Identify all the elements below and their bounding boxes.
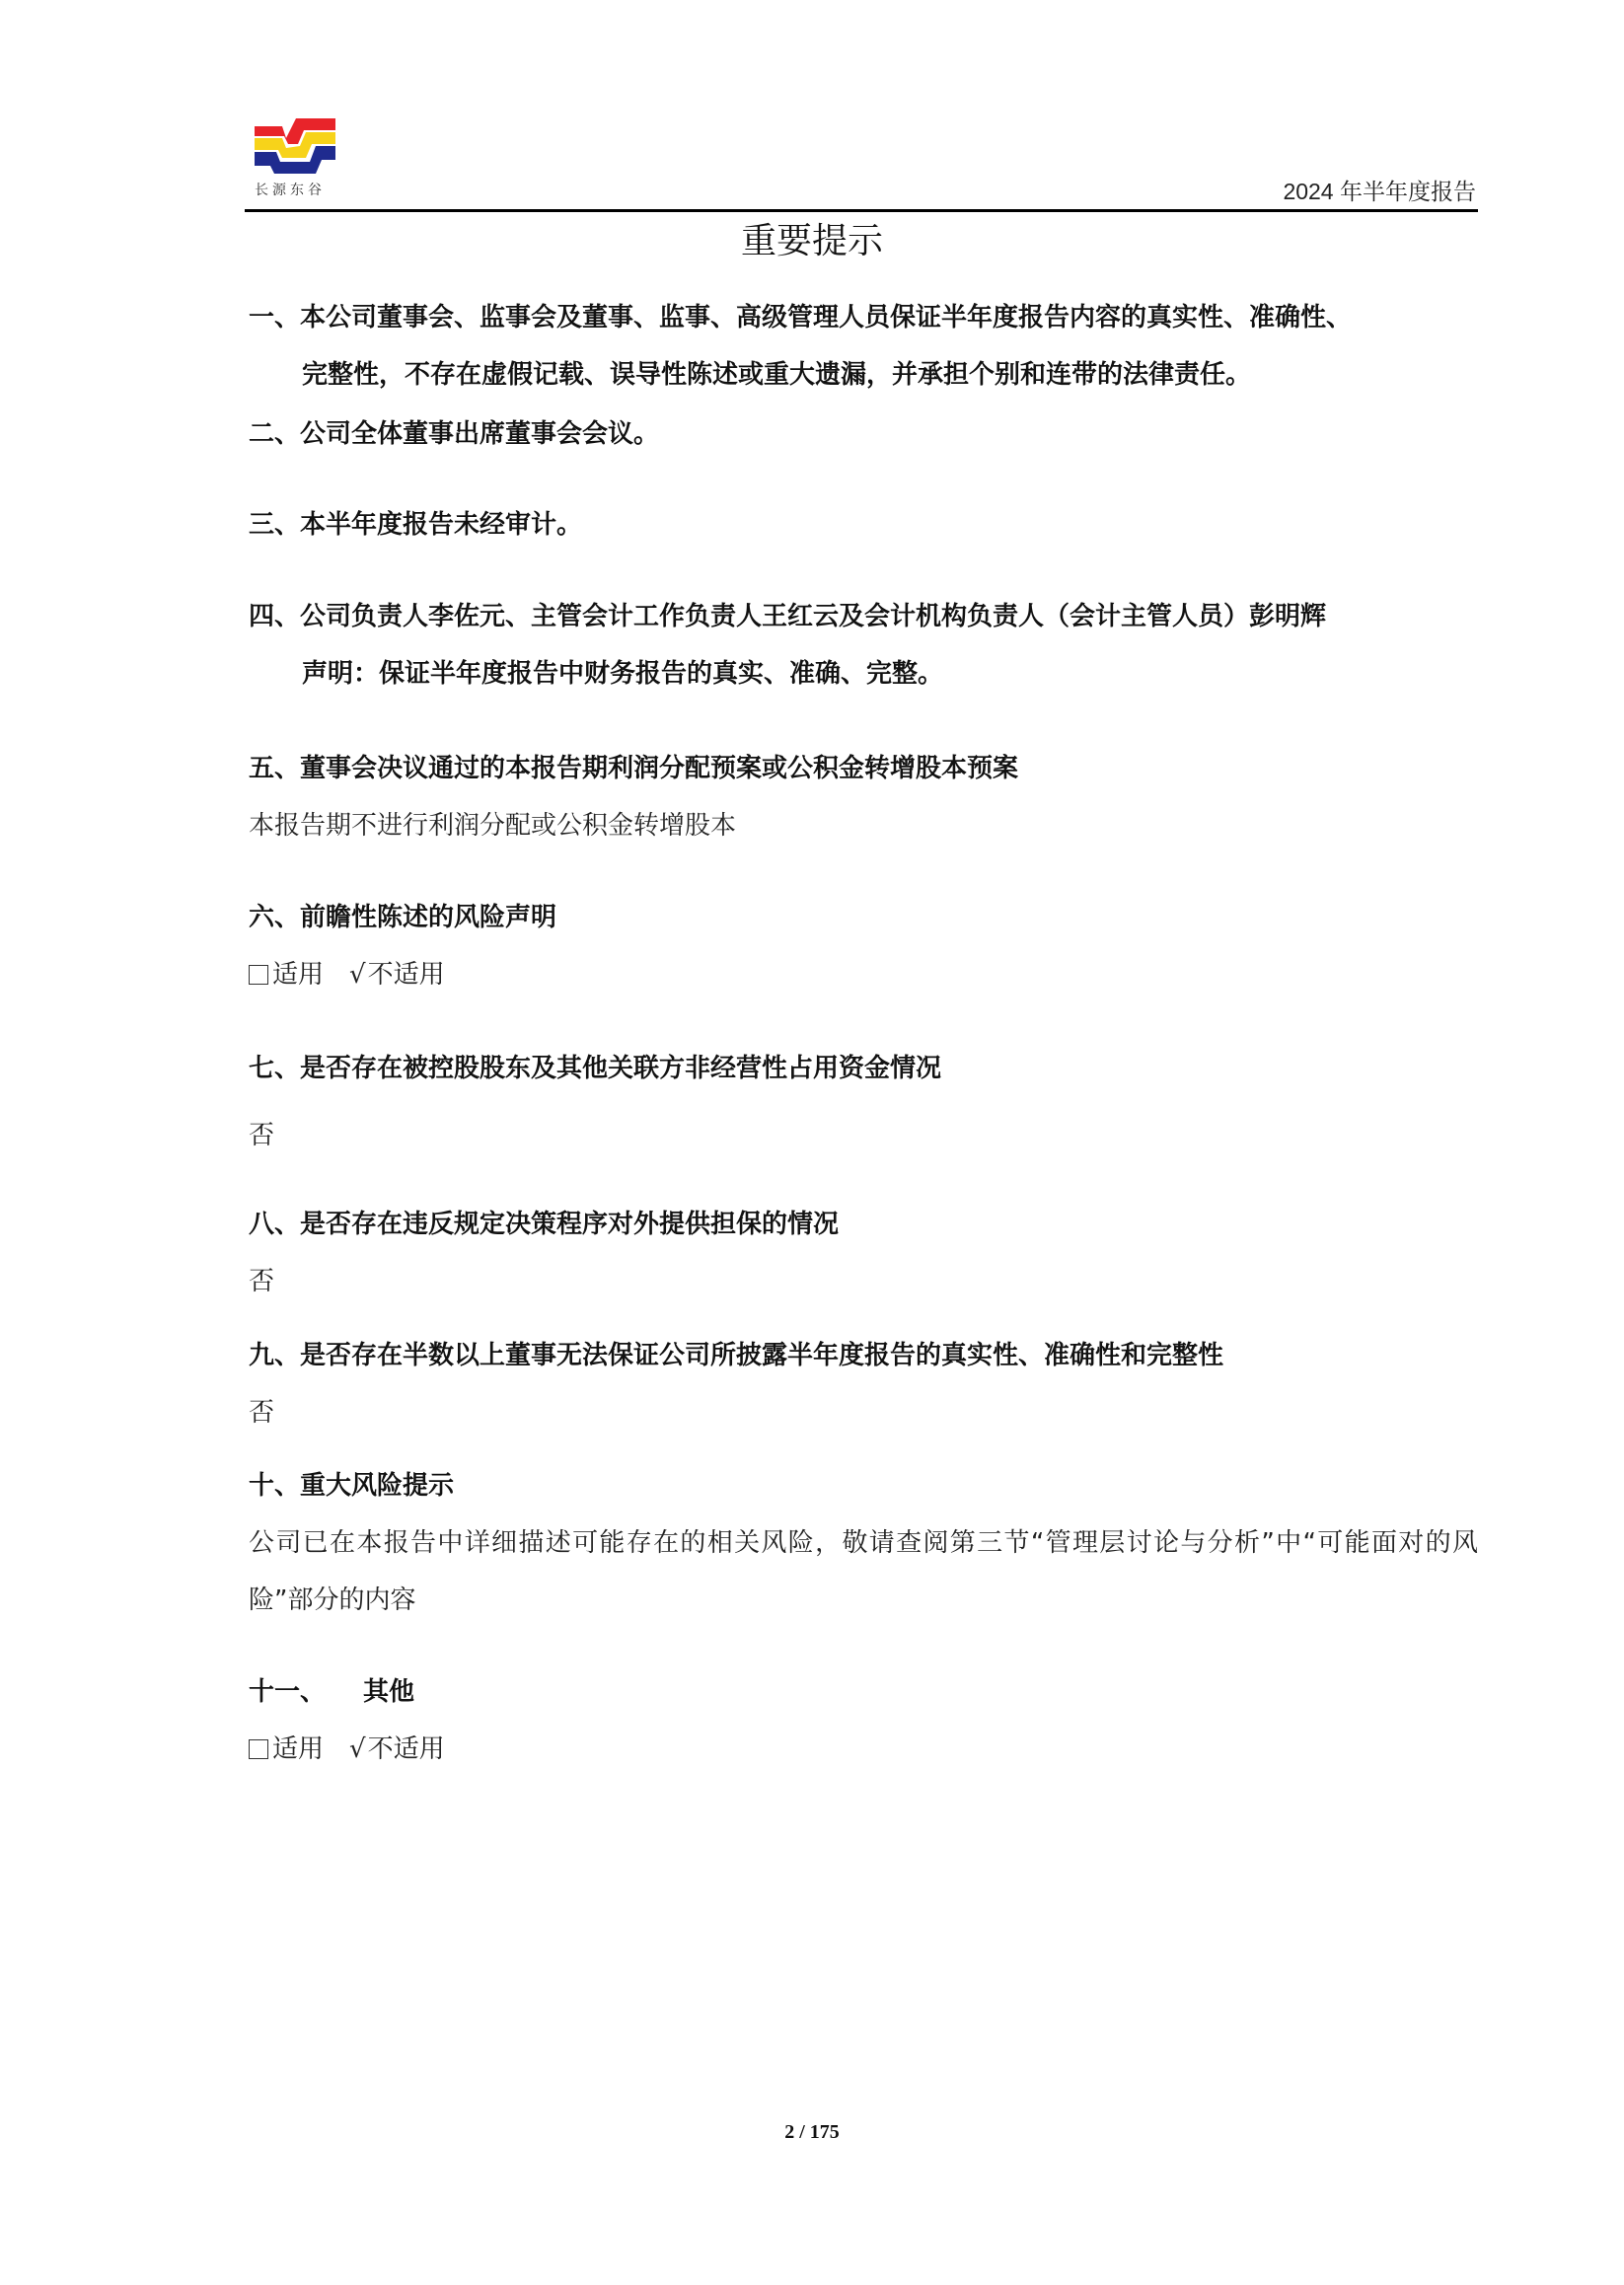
section-heading-text: 公司全体董事出席董事会会议。 (300, 419, 660, 449)
applicable-label: 适用 (272, 960, 325, 990)
section-number: 二、 (249, 419, 301, 449)
section-heading (249, 1663, 1478, 1721)
not-applicable-label: 不适用 (367, 1734, 445, 1764)
section-10 (249, 1457, 1478, 1629)
not-applicable-label: 不适用 (367, 960, 445, 990)
applicability-row (249, 1721, 1478, 1778)
section-number: 十一、 (249, 1677, 327, 1707)
section-body: 否 (249, 1121, 275, 1150)
section-heading-text: 本公司董事会、监事会及董事、监事、高级管理人员保证半年度报告内容的真实性、准确性、 (300, 303, 1353, 332)
section-8 (249, 1196, 1478, 1310)
section-heading (249, 496, 1478, 553)
section-4 (249, 588, 1478, 702)
company-logo (253, 118, 337, 201)
section-number: 一、 (249, 303, 301, 332)
check-mark-icon: √ (349, 960, 366, 990)
section-heading (249, 1040, 1478, 1097)
company-logo-icon (253, 118, 337, 178)
section-heading-continuation: 声明：保证半年度报告中财务报告的真实、准确、完整。 (302, 659, 944, 689)
section-heading-text: 前瞻性陈述的风险声明 (300, 903, 557, 932)
section-number: 八、 (249, 1210, 301, 1239)
section-body: 本报告期不进行利润分配或公积金转增股本 (249, 811, 737, 841)
section-heading (249, 740, 1478, 797)
section-heading-text: 董事会决议通过的本报告期利润分配预案或公积金转增股本预案 (300, 754, 1019, 783)
section-heading (249, 889, 1478, 946)
page-title: 重要提示 (740, 221, 883, 261)
section-6 (249, 889, 1478, 1003)
section-11 (249, 1663, 1478, 1778)
section-heading (249, 405, 1478, 463)
checkbox-empty-icon (249, 1739, 268, 1759)
checkbox-empty-icon (249, 965, 268, 985)
section-number: 五、 (249, 754, 301, 783)
section-heading (249, 588, 1478, 702)
logo-text: 长源东谷 (255, 183, 326, 198)
section-heading-text: 其他 (363, 1677, 415, 1707)
applicable-label: 适用 (272, 1734, 325, 1764)
section-body: 否 (249, 1398, 275, 1428)
section-body: 公司已在本报告中详细描述可能存在的相关风险，敬请查阅第三节“管理层讨论与分析”中“可能面对的风险”部分的内容 (249, 1528, 1478, 1615)
section-number: 七、 (249, 1054, 301, 1083)
section-heading (249, 1457, 1478, 1514)
section-number: 四、 (249, 602, 301, 631)
section-heading-text: 重大风险提示 (300, 1471, 455, 1501)
section-2 (249, 405, 1478, 463)
section-7 (249, 1040, 1478, 1164)
section-heading-continuation: 完整性，不存在虚假记载、误导性陈述或重大遗漏，并承担个别和连带的法律责任。 (302, 360, 1252, 390)
section-heading-text: 本半年度报告未经审计。 (300, 510, 583, 540)
section-heading-text: 是否存在违反规定决策程序对外提供担保的情况 (300, 1210, 840, 1239)
section-heading (249, 1196, 1478, 1253)
section-9 (249, 1327, 1478, 1441)
section-3 (249, 496, 1478, 553)
section-5 (249, 740, 1478, 854)
page-number: 2 / 175 (784, 2121, 840, 2143)
section-body: 否 (249, 1267, 275, 1296)
section-number: 三、 (249, 510, 301, 540)
section-heading-text: 是否存在被控股股东及其他关联方非经营性占用资金情况 (300, 1054, 942, 1083)
check-mark-icon: √ (349, 1734, 366, 1764)
section-heading (249, 1327, 1478, 1384)
section-number: 十、 (249, 1471, 301, 1501)
section-heading (249, 289, 1478, 404)
report-label: 2024 年半年度报告 (1283, 179, 1476, 204)
header-rule (245, 209, 1478, 212)
section-heading-text: 是否存在半数以上董事无法保证公司所披露半年度报告的真实性、准确性和完整性 (300, 1341, 1224, 1370)
section-number: 九、 (249, 1341, 301, 1370)
applicability-row (249, 946, 1478, 1003)
section-number: 六、 (249, 903, 301, 932)
section-1 (249, 289, 1478, 404)
section-heading-text: 公司负责人李佐元、主管会计工作负责人王红云及会计机构负责人（会计主管人员）彭明辉 (300, 602, 1327, 631)
